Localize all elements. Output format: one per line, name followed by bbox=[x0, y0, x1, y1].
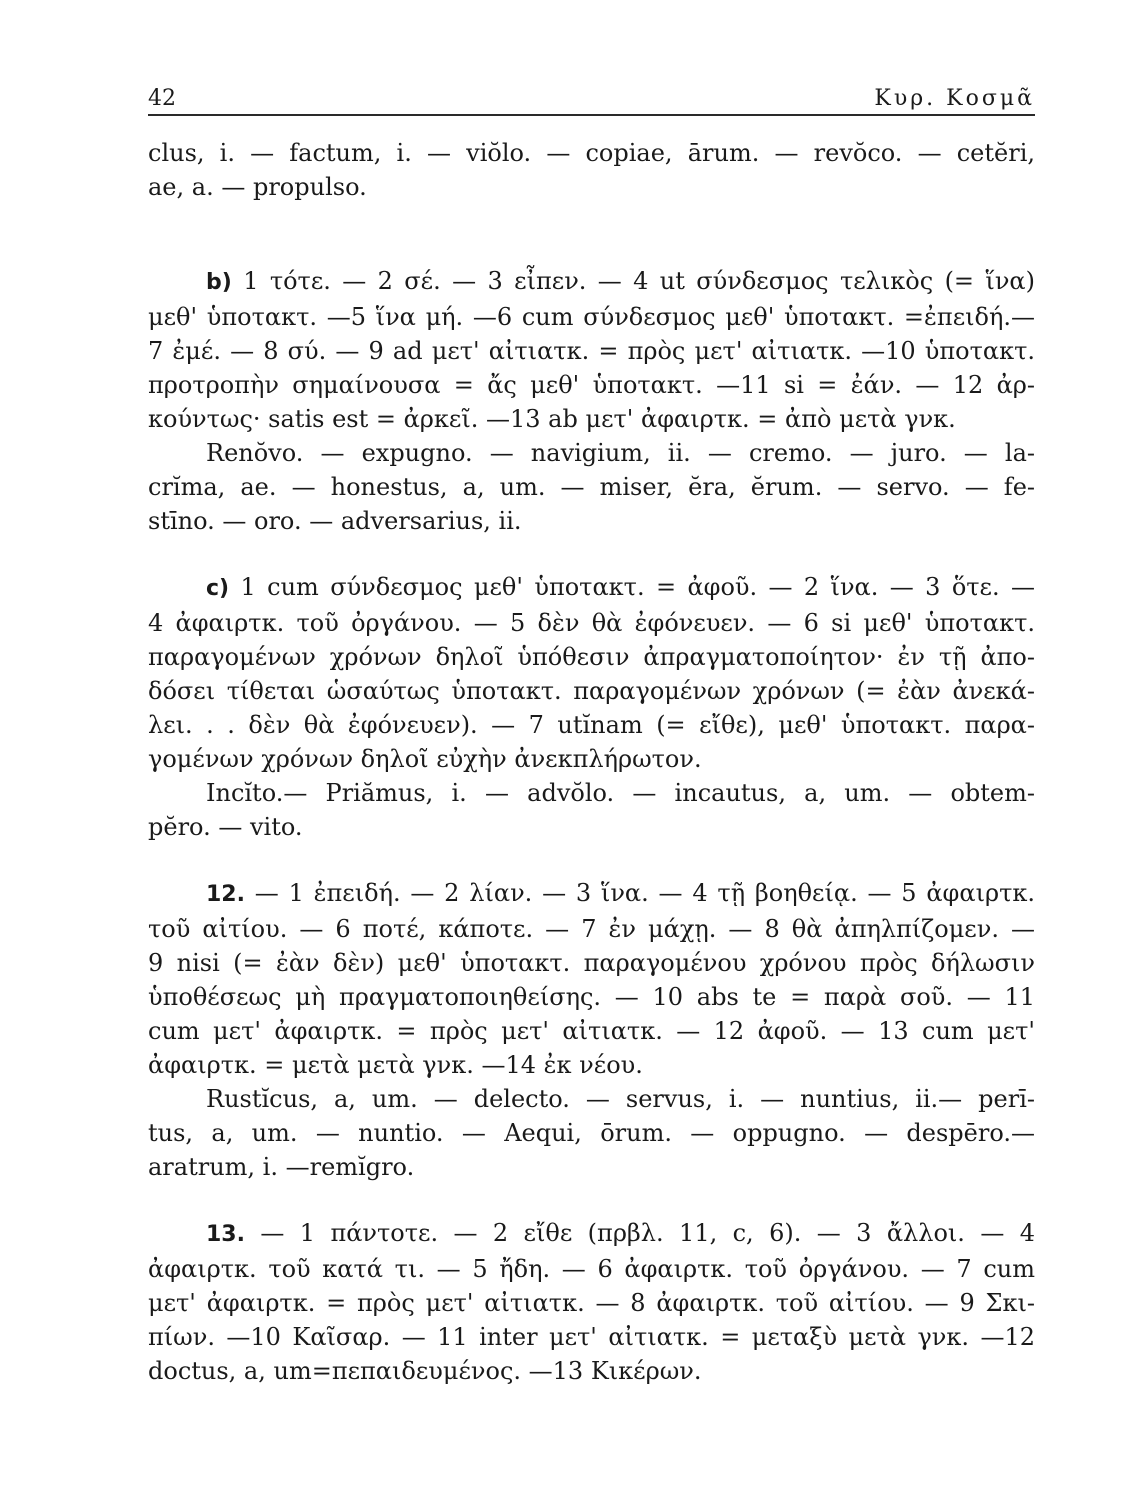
text-line: μεθ' ὑποτακτ. —5 ἵνα μή. —6 cum σύνδεσμος μεθ' ὑποτακτ. =ἐπειδή.— bbox=[148, 303, 1035, 331]
text-line bbox=[148, 1216, 1035, 1252]
page-number: 42 bbox=[148, 86, 176, 111]
vocab-line: Renŏvo. — expugno. — navigium, ii. — cremo. — juro. — la- bbox=[206, 439, 1035, 467]
text-line: 7 ἐμέ. — 8 σύ. — 9 ad μετ' αἰτιατκ. = πρὸς μετ' αἰτιατκ. —10 ὑποτακτ. bbox=[148, 337, 1035, 365]
text-line bbox=[148, 876, 1035, 912]
section-first-line: 1 cum σύνδεσμος μεθ' ὑποτακτ. = ἀφοῦ. — 2 ἵνα. — 3 ὅτε. — bbox=[229, 573, 1035, 601]
section-label-b: b) bbox=[206, 270, 232, 295]
text-line: 9 nisi (= ἐὰν δὲν) μεθ' ὑποτακτ. παραγομένου χρόνου πρὸς δήλωσιν bbox=[148, 949, 1035, 977]
vocab-line: pĕro. — vito. bbox=[148, 813, 303, 841]
text-line: cum μετ' ἀφαιρτκ. = πρὸς μετ' αἰτιατκ. — 12 ἀφοῦ. — 13 cum μετ' bbox=[148, 1017, 1035, 1045]
text-line: ὑποθέσεως μὴ πραγματοποιηθείσης. — 10 abs te = παρὰ σοῦ. — 11 bbox=[148, 983, 1035, 1011]
section-first-line: 1 τότε. — 2 σέ. — 3 εἶπεν. — 4 ut σύνδεσμος τελικὸς (= ἵνα) bbox=[231, 267, 1035, 295]
text-line: ἀφαιρτκ. τοῦ κατά τι. — 5 ἤδη. — 6 ἀφαιρτκ. τοῦ ὀργάνου. — 7 cum bbox=[148, 1255, 1035, 1283]
running-title: Κυρ. Κοσμᾶ bbox=[874, 86, 1035, 111]
section-first-line: — 1 πάντοτε. — 2 εἴθε (πρβλ. 11, c, 6). — 3 ἄλλοι. — 4 bbox=[244, 1219, 1035, 1247]
body-text bbox=[148, 136, 1035, 1388]
text-line: clus, i. — factum, i. — viŏlo. — copiae, ārum. — revŏco. — cetĕri, bbox=[148, 139, 1035, 167]
text-line: λει. . . δὲν θὰ ἐφόνευεν). — 7 utĭnam (= εἴθε), μεθ' ὑποτακτ. παρα- bbox=[148, 711, 1035, 739]
text-line: πίων. —10 Καῖσαρ. — 11 inter μετ' αἰτιατκ. = μεταξὺ μετὰ γνκ. —12 bbox=[148, 1323, 1035, 1351]
text-line: γομένων χρόνων δηλοῖ εὐχὴν ἀνεκπλήρωτον. bbox=[148, 745, 702, 773]
text-line bbox=[148, 264, 1035, 300]
section-label-12: 12. bbox=[206, 882, 245, 907]
block-12 bbox=[148, 876, 1035, 1184]
vocab-line: tus, a, um. — nuntio. — Aequi, ōrum. — oppugno. — despēro.— bbox=[148, 1119, 1035, 1147]
vocab-line: crĭma, ae. — honestus, a, um. — miser, ĕra, ĕrum. — servo. — fe- bbox=[148, 473, 1035, 501]
vocab-line: Rustĭcus, a, um. — delecto. — servus, i. — nuntius, ii.— perī- bbox=[206, 1085, 1035, 1113]
text-line: ae, a. — propulso. bbox=[148, 173, 367, 201]
section-label-c: c) bbox=[206, 576, 230, 601]
section-label-13: 13. bbox=[206, 1222, 245, 1247]
vocab-line: stīno. — oro. — adversarius, ii. bbox=[148, 507, 522, 535]
section-first-line: — 1 ἐπειδή. — 2 λίαν. — 3 ἵνα. — 4 τῇ βοηθείᾳ. — 5 ἀφαιρτκ. bbox=[244, 879, 1035, 907]
text-line: 4 ἀφαιρτκ. τοῦ ὀργάνου. — 5 δὲν θὰ ἐφόνευεν. — 6 si μεθ' ὑποτακτ. bbox=[148, 609, 1035, 637]
text-line: τοῦ αἰτίου. — 6 ποτέ, κάποτε. — 7 ἐν μάχῃ. — 8 θὰ ἀπηλπίζομεν. — bbox=[148, 915, 1035, 943]
block-b bbox=[148, 264, 1035, 538]
text-line: παραγομένων χρόνων δηλοῖ ὑπόθεσιν ἀπραγματοποίητον· ἐν τῇ ἀπο- bbox=[148, 643, 1035, 671]
block-c bbox=[148, 570, 1035, 844]
text-line: προτροπὴν σημαίνουσα = ἄς μεθ' ὑποτακτ. —11 si = ἐάν. — 12 ἀρ- bbox=[148, 371, 1035, 399]
text-line: doctus, a, um=πεπαιδευμένος. —13 Κικέρων. bbox=[148, 1357, 702, 1385]
vocab-line: aratrum, i. —remĭgro. bbox=[148, 1153, 415, 1181]
running-head bbox=[148, 82, 1035, 116]
block-13 bbox=[148, 1216, 1035, 1388]
text-line: δόσει τίθεται ὡσαύτως ὑποτακτ. παραγομένων χρόνων (= ἐὰν ἀνεκά- bbox=[148, 677, 1035, 705]
text-line bbox=[148, 570, 1035, 606]
page bbox=[148, 82, 1035, 1388]
text-line: κούντως· satis est = ἀρκεῖ. —13 ab μετ' ἀφαιρτκ. = ἀπὸ μετὰ γνκ. bbox=[148, 405, 956, 433]
text-line: ἀφαιρτκ. = μετὰ μετὰ γνκ. —14 ἐκ νέου. bbox=[148, 1051, 643, 1079]
vocab-line: Incĭto.— Priămus, i. — advŏlo. — incautus, a, um. — obtem- bbox=[206, 779, 1035, 807]
block-a bbox=[148, 136, 1035, 204]
text-line: μετ' ἀφαιρτκ. = πρὸς μετ' αἰτιατκ. — 8 ἀφαιρτκ. τοῦ αἰτίου. — 9 Σκι- bbox=[148, 1289, 1035, 1317]
